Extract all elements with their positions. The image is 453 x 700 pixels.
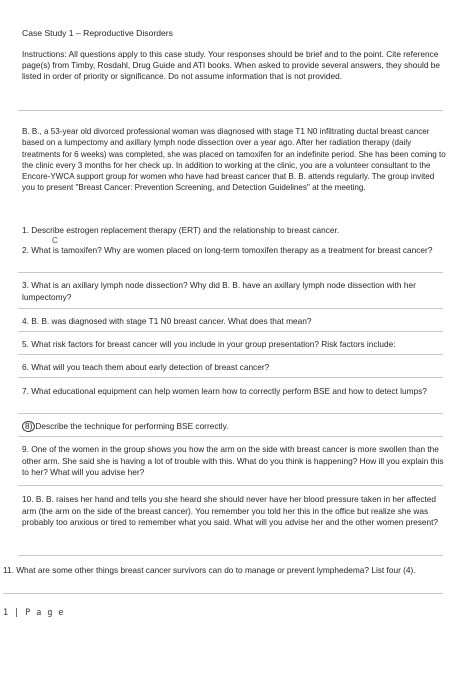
question-8 [22,421,447,433]
question-8-number-circled: 8) [22,421,35,432]
divider [18,436,443,437]
divider [18,354,443,355]
document-title: Case Study 1 – Reproductive Disorders [22,28,173,38]
divider [18,485,443,486]
divider [18,110,443,111]
divider [18,308,443,309]
question-8-text: Describe the technique for performing BSE correctly. [35,421,229,431]
divider [3,593,443,594]
question-9: 9. One of the women in the group shows you how the arm on the side with breast cancer is more swollen than the other arm. She said she is having a lot of trouble with this. What do you think is happening? How ill you explain this to her? What will you advise her? [22,444,444,478]
question-3: 3. What is an axillary lymph node dissection? Why did B. B. have an axillary lymph node dissection with her lumpectomy? [22,280,416,302]
case-description: B. B., a 53-year old divorced professional woman was diagnosed with stage T1 N0 infiltrating ductal breast cancer based on a lumpectomy and axillary lymph node dissection over a year ago. After her radiation therapy (daily treatments for 6 weeks) was completed, she was placed on tamoxifen for an indefinite period. She has been coming to the clinic every 3 months for her check up. In addition to working at the clinic, you are a volunteer consultant to the Encore-YWCA support group for women who have had breast cancer that B. B. attends regularly. The group invited you to present "Breast Cancer: Prevention Screening, and Detection Guidelines" at the meeting. [22,127,446,193]
divider [18,272,443,273]
question-1: 1. Describe estrogen replacement therapy (ERT) and the relationship to breast cancer. [22,225,340,235]
question-2: 2. What is tamoxifen? Why are women placed on long-term tomoxifen therapy as a treatment for breast cancer? [22,245,433,255]
divider [18,377,443,378]
instructions-paragraph: Instructions: All questions apply to this case study. Your responses should be brief and to the point. Cite reference page(s) from Timby, Rosdahl, Drug Guide and ATI books. When asked to provide several answers, they should be listed in order of priority or significance. Do not assume information that is not provided. [22,49,440,82]
handwritten-mark: C [52,236,58,245]
divider [18,331,443,332]
question-5: 5. What risk factors for breast cancer will you include in your group presentation? Risk factors include: [22,339,396,349]
question-11: 11. What are some other things breast cancer survivors can do to manage or prevent lymphedema? List four (4). [3,565,416,575]
divider [18,413,443,414]
divider [18,555,443,556]
question-4: 4. B. B. was diagnosed with stage T1 N0 breast cancer. What does that mean? [22,316,312,326]
page-footer: 1 | P a g e [3,607,64,617]
question-6: 6. What will you teach them about early detection of breast cancer? [22,362,270,372]
question-7: 7. What educational equipment can help women learn how to correctly perform BSE and how to detect lumps? [22,386,427,396]
question-10: 10. B. B. raises her hand and tells you she heard she should never have her blood pressure taken in her affected arm (the arm on the side of the breast cancer). You remember you told her this in the office but realize she was probably too anxious or tired to remember what you said. What will you advise her and the other women present? [22,494,438,528]
